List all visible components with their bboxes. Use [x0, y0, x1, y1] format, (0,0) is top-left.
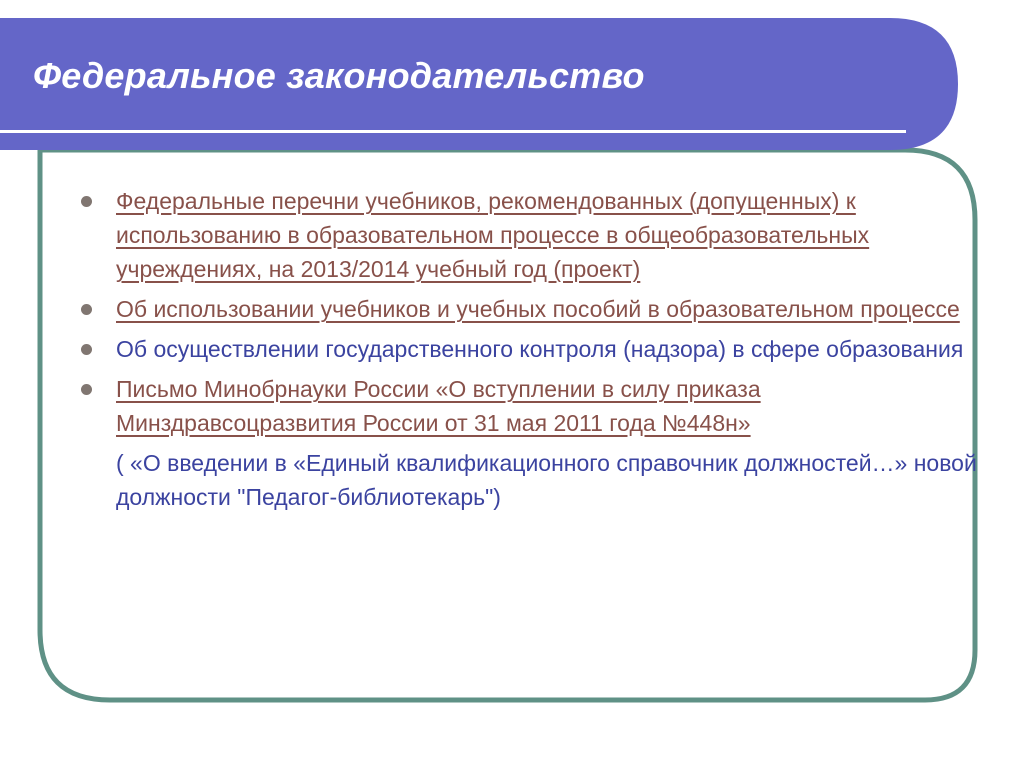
header-separator-line [0, 130, 906, 133]
list-item [78, 332, 978, 366]
bullet-icon [81, 196, 92, 207]
bullet-icon [81, 304, 92, 315]
list-item [78, 184, 978, 286]
list-note: ( «О введении в «Единый квалификационного справочник должностей…» новой должности "Педагог-библиотекарь") [116, 450, 977, 510]
link-textbook-usage[interactable]: Об использовании учебников и учебных пособий в образовательном процессе [116, 296, 960, 322]
slide-title: Федеральное законодательство [33, 55, 645, 96]
bullet-icon [81, 384, 92, 395]
bullet-list [78, 184, 978, 514]
text-state-control: Об осуществлении государственного контроля (надзора) в сфере образования [116, 336, 964, 362]
list-item [78, 292, 978, 326]
link-federal-textbook-lists[interactable]: Федеральные перечни учебников, рекомендованных (допущенных) к использованию в образовательном процессе в общеобразовательных учреждениях, на 2013/2014 учебный год (проект) [116, 188, 870, 282]
list-item [78, 372, 978, 440]
bullet-icon [81, 344, 92, 355]
link-ministry-letter[interactable]: Письмо Минобрнауки России «О вступлении в силу приказа Минздравсоцразвития России от 31 мая 2011 года №448н» [116, 376, 761, 436]
